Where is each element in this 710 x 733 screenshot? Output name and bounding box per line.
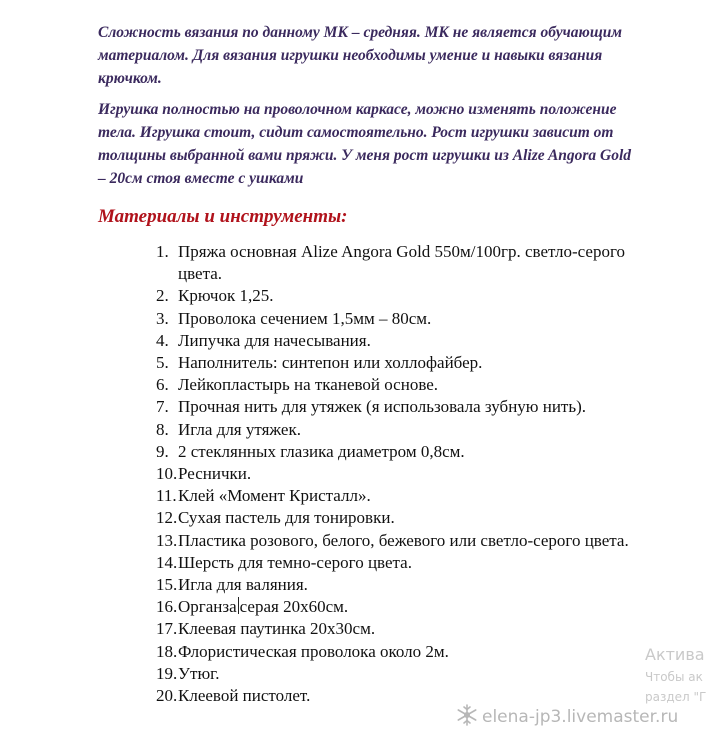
list-item <box>0 507 648 529</box>
list-item-text: Прочная нить для утяжек (я использовала зубную нить). <box>178 397 587 417</box>
list-item-number: 1. <box>156 242 169 261</box>
list-item-number: 20. <box>156 686 178 706</box>
site-watermark-text: elena-jp3.livemaster.ru <box>482 707 679 727</box>
list-item-number: 19. <box>156 663 178 683</box>
list-item-text: Крючок 1,25. <box>178 286 274 306</box>
list-item <box>0 441 648 463</box>
list-item-number: 17. <box>156 619 178 639</box>
list-item-text: 2 стеклянных глазика диаметром 0,8см. <box>178 441 465 461</box>
list-item <box>0 530 648 552</box>
list-item <box>0 552 648 574</box>
list-item-text: Проволока сечением 1,5мм – 80см. <box>178 308 432 328</box>
list-item-text: Клеевая паутинка 20х30см. <box>178 619 376 639</box>
intro-paragraph-difficulty: Сложность вязания по данному МК – средняя. МК не является обучающим материалом. Для вязания игрушки необходимы умение и навыки вязания крючком. <box>98 24 622 87</box>
list-item-text: Утюг. <box>178 663 220 683</box>
list-item <box>0 618 648 640</box>
list-item-number: 2. <box>156 286 169 306</box>
list-item <box>0 308 648 330</box>
list-item-number: 4. <box>156 330 169 350</box>
list-item <box>0 463 648 485</box>
list-item-text: Лейкопластырь на тканевой основе. <box>178 375 439 395</box>
list-item-text: Клеевой пистолет. <box>178 686 311 706</box>
intro-paragraph-description: Игрушка полностью на проволочном каркасе, можно изменять положение тела. Игрушка стоит, сидит самостоятельно. Рост игрушки зависит от толщины выбранной вами пряжи. У меня рост игрушки из Alize Angora Gold – 20см стоя вместе с ушками <box>98 101 632 187</box>
list-item-number: 12. <box>156 508 178 528</box>
windows-activation-title: Актива <box>645 645 705 664</box>
list-item <box>0 596 648 618</box>
list-item-number: 9. <box>156 441 169 461</box>
list-item-text: Шерсть для темно-серого цвета. <box>178 552 412 572</box>
windows-activation-line-1: Чтобы ак <box>645 670 703 684</box>
list-item-text-after-caret: серая 20х60см. <box>239 597 349 617</box>
windows-activation-line-2: раздел "Г <box>645 690 707 704</box>
list-item-number: 7. <box>156 397 169 417</box>
list-item-number: 6. <box>156 375 169 395</box>
list-item <box>0 419 648 441</box>
site-watermark <box>456 704 678 727</box>
list-item-number: 10. <box>156 464 178 484</box>
list-item-text: Наполнитель: синтепон или холлофайбер. <box>178 353 483 373</box>
list-item <box>0 485 648 507</box>
list-item-number: 15. <box>156 575 178 595</box>
list-item <box>0 330 648 352</box>
list-item-text: Сухая пастель для тонировки. <box>178 508 395 528</box>
list-item-text-before-caret: Органза <box>178 597 237 617</box>
list-item <box>0 352 648 374</box>
list-item-number: 8. <box>156 419 169 439</box>
list-item-text: Игла для утяжек. <box>178 419 301 439</box>
list-item-text: Пряжа основная Alize Angora Gold 550м/100гр. светло-серого цвета. <box>178 242 626 284</box>
list-item-text: Реснички. <box>178 464 252 484</box>
materials-list <box>0 241 710 707</box>
list-item-text: Липучка для начесывания. <box>178 330 371 350</box>
list-item-text: Клей «Момент Кристалл». <box>178 486 371 506</box>
list-item <box>0 374 648 396</box>
list-item <box>0 574 648 596</box>
list-item-number: 16. <box>156 597 178 617</box>
list-item <box>0 241 648 285</box>
list-item-number: 18. <box>156 641 178 661</box>
list-item-text: Пластика розового, белого, бежевого или светло-серого цвета. <box>178 530 629 550</box>
materials-heading: Материалы и инструменты: <box>98 206 348 227</box>
list-item <box>0 285 648 307</box>
list-item-number: 14. <box>156 552 178 572</box>
list-item <box>0 641 648 663</box>
list-item-number: 11. <box>156 486 177 506</box>
list-item-text: Флористическая проволока около 2м. <box>178 641 449 661</box>
list-item <box>0 663 648 685</box>
list-item-text: Игла для валяния. <box>178 575 308 595</box>
list-item <box>0 396 648 418</box>
list-item-number: 5. <box>156 353 169 373</box>
list-item-number: 3. <box>156 308 169 328</box>
text-cursor <box>238 597 239 614</box>
list-item-number: 13. <box>156 530 178 550</box>
snowflake-icon <box>456 704 478 726</box>
